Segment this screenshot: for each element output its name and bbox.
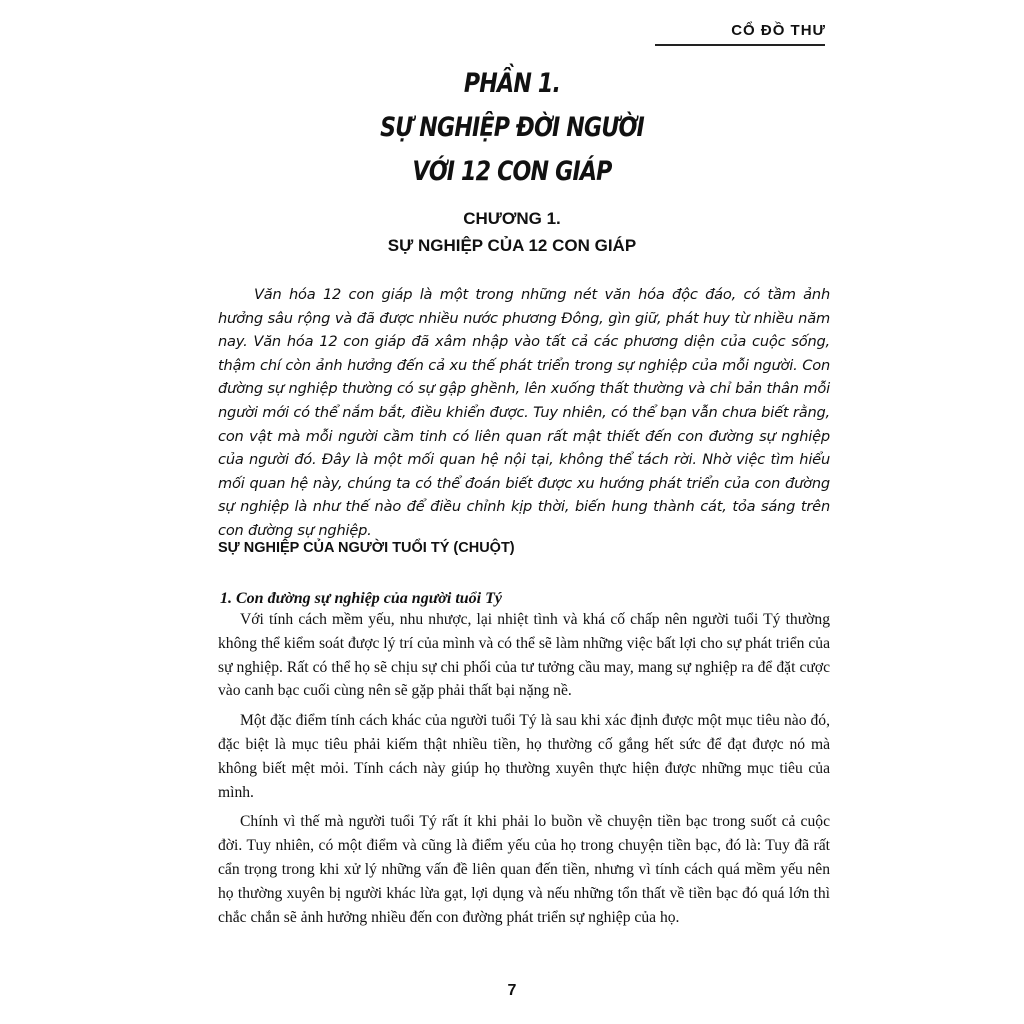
intro-paragraph: Văn hóa 12 con giáp là một trong những nét văn hóa độc đáo, có tầm ảnh hưởng sâu rộng và đã được nhiều nước phương Đông, gìn giữ, phát huy từ nhiều năm nay. Văn hóa 12 con giáp đã xâm nhập vào tất cả các phương diện của cuộc sống, thậm chí còn ảnh hưởng đến cả xu thế phát triển trong sự nghiệp của mỗi người. Con đường sự nghiệp thường có sự gập ghềnh, lên xuống thất thường và chỉ bản thân mỗi người mới có thể nắm bắt, điều khiển được. Tuy nhiên, có thể bạn vẫn chưa biết rằng, con vật mà mỗi người cầm tinh có liên quan rất mật thiết đến con đường sự nghiệp của người đó. Đây là một mối quan hệ nội tại, không thể tách rời. Nhờ việc tìm hiểu mối quan hệ này, chúng ta có thể đoán biết được xu hướng phát triển của con đường sự nghiệp là như thế nào để điều chỉnh kịp thời, biến hung thành cát, tỏa sáng trên con đường sự nghiệp.	[218, 286, 830, 539]
section-heading: SỰ NGHIỆP CỦA NGƯỜI TUỔI TÝ (CHUỘT)	[218, 540, 515, 556]
body-paragraph: Chính vì thế mà người tuổi Tý rất ít khi phải lo buồn về chuyện tiền bạc trong suốt cả cuộc đời. Tuy nhiên, có một điểm và cũng là điểm yếu của họ trong chuyện tiền bạc, đó là: Tuy đã rất cẩn trọng trong khi xử lý những vấn đề liên quan đến tiền, nhưng vì tính cách quá mềm yếu nên họ thường xuyên bị người khác lừa gạt, lợi dụng và nếu những tổn thất về tiền bạc đó quá lớn thì chắc chắn sẽ ảnh hưởng nhiều đến con đường phát triển sự nghiệp của họ.	[218, 813, 830, 926]
body-text	[218, 608, 830, 935]
part-title-line-1: PHẦN 1.	[463, 68, 561, 99]
chapter-title	[0, 205, 1024, 259]
body-paragraph: Với tính cách mềm yếu, nhu nhược, lại nhiệt tình và khá cố chấp nên người tuổi Tý thường không thể kiểm soát được lý trí của mình và có thể sẽ làm những việc bất lợi cho sự phát triển của sự nghiệp. Rất có thể họ sẽ chịu sự chi phối của tư tưởng cầu may, mang sự nghiệp ra để đặt cược vào canh bạc cuối cùng nên sẽ gặp phải thất bại nặng nề.	[218, 611, 830, 700]
sub-heading: 1. Con đường sự nghiệp của người tuổi Tý	[220, 590, 502, 607]
intro-block	[218, 283, 830, 543]
running-head: CỔ ĐỒ THƯ	[731, 22, 826, 39]
page-number: 7	[507, 982, 517, 999]
chapter-title-line-2: SỰ NGHIỆP CỦA 12 CON GIÁP	[387, 236, 637, 255]
part-title-line-2: SỰ NGHIỆP ĐỜI NGƯỜI	[380, 112, 644, 143]
part-title-line-3: VỚI 12 CON GIÁP	[412, 156, 612, 187]
header-rule	[655, 44, 825, 46]
body-paragraph: Một đặc điểm tính cách khác của người tuổi Tý là sau khi xác định được một mục tiêu nào đó, đặc biệt là mục tiêu phải kiếm thật nhiều tiền, họ thường cố gắng hết sức để đạt được nó mà không biết mệt mỏi. Tính cách này giúp họ thường xuyên thực hiện được những mục tiêu của mình.	[218, 712, 830, 801]
chapter-title-line-1: CHƯƠNG 1.	[463, 209, 561, 228]
part-title	[0, 62, 1024, 194]
